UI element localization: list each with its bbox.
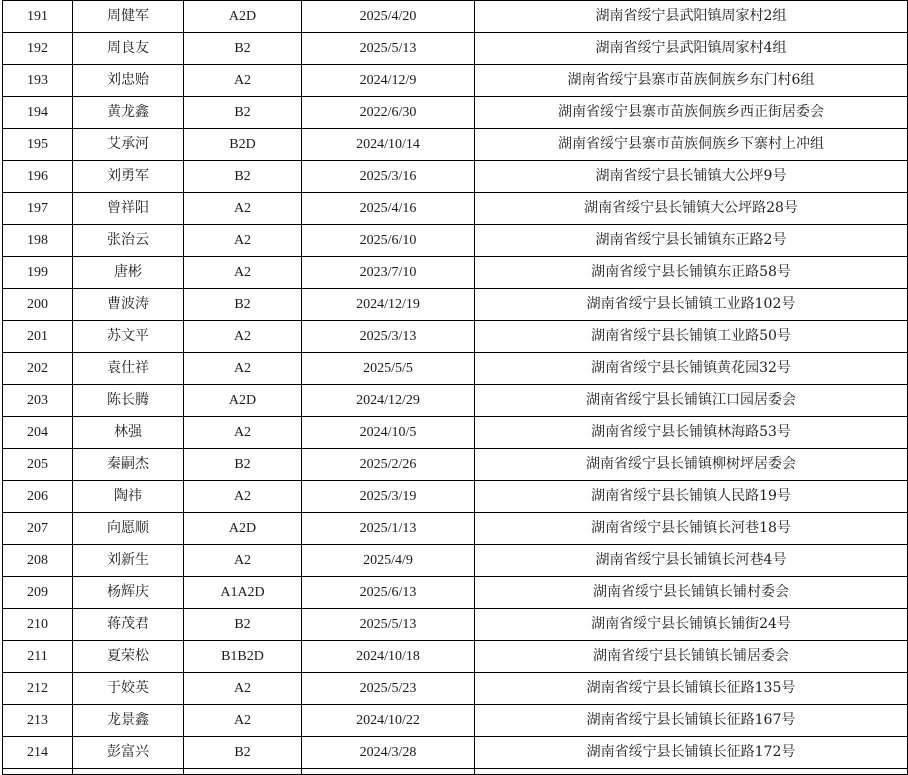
license-class-cell: A2 bbox=[184, 193, 302, 225]
name-cell: 龙景鑫 bbox=[73, 705, 184, 737]
date-cell: 2024/12/19 bbox=[302, 289, 475, 321]
license-class-cell: A2D bbox=[184, 513, 302, 545]
license-class-cell: A2 bbox=[184, 481, 302, 513]
table-row bbox=[3, 481, 908, 513]
name-cell: 袁仕祥 bbox=[73, 353, 184, 385]
row-number-cell: 206 bbox=[3, 481, 73, 513]
name-cell: 林强 bbox=[73, 417, 184, 449]
date-cell: 2025/5/23 bbox=[302, 673, 475, 705]
date-cell: 2025/3/13 bbox=[302, 321, 475, 353]
row-number-cell: 191 bbox=[3, 1, 73, 33]
address-cell: 湖南省绥宁县长铺镇长征路135号 bbox=[475, 673, 908, 705]
date-cell: 2024/10/22 bbox=[302, 705, 475, 737]
date-cell: 2025/4/20 bbox=[302, 1, 475, 33]
row-number-cell: 197 bbox=[3, 193, 73, 225]
date-cell: 2024/10/18 bbox=[302, 641, 475, 673]
date-cell: 2024/3/28 bbox=[302, 737, 475, 769]
name-cell: 陶祎 bbox=[73, 481, 184, 513]
license-class-cell: A2 bbox=[184, 417, 302, 449]
table-row bbox=[3, 385, 908, 417]
row-number-cell: 203 bbox=[3, 385, 73, 417]
table-row bbox=[3, 129, 908, 161]
address-cell: 湖南省绥宁县武阳镇周家村4组 bbox=[475, 33, 908, 65]
address-cell: 湖南省绥宁县长铺镇工业路50号 bbox=[475, 321, 908, 353]
table-row bbox=[3, 225, 908, 257]
name-cell: 刘忠贻 bbox=[73, 65, 184, 97]
row-number-cell: 214 bbox=[3, 737, 73, 769]
table-row bbox=[3, 321, 908, 353]
address-cell: 湖南省绥宁县长铺镇长铺村委会 bbox=[475, 577, 908, 609]
row-number-cell: 209 bbox=[3, 577, 73, 609]
row-number-cell: 210 bbox=[3, 609, 73, 641]
license-class-cell: A2 bbox=[184, 705, 302, 737]
date-cell: 2024/12/29 bbox=[302, 385, 475, 417]
address-cell: 湖南省绥宁县寨市苗族侗族乡西正街居委会 bbox=[475, 97, 908, 129]
date-cell: 2024/12/9 bbox=[302, 65, 475, 97]
date-cell: 2025/4/9 bbox=[302, 545, 475, 577]
row-number-cell: 208 bbox=[3, 545, 73, 577]
address-cell: 湖南省绥宁县长铺镇东正路2号 bbox=[475, 225, 908, 257]
address-cell: 湖南省绥宁县寨市苗族侗族乡下寨村上冲组 bbox=[475, 129, 908, 161]
license-class-cell: A2 bbox=[184, 257, 302, 289]
table-row bbox=[3, 513, 908, 545]
name-cell: 周良友 bbox=[73, 33, 184, 65]
address-cell: 湖南省绥宁县长铺镇工业路102号 bbox=[475, 289, 908, 321]
row-number-cell: 213 bbox=[3, 705, 73, 737]
name-cell: 艾承河 bbox=[73, 129, 184, 161]
license-class-cell: A2 bbox=[184, 545, 302, 577]
row-number-cell: 198 bbox=[3, 225, 73, 257]
name-cell: 曹波涛 bbox=[73, 289, 184, 321]
table-row bbox=[3, 97, 908, 129]
date-cell: 2025/5/13 bbox=[302, 609, 475, 641]
table-row bbox=[3, 449, 908, 481]
name-cell: 苏文平 bbox=[73, 321, 184, 353]
table-row bbox=[3, 353, 908, 385]
table-row bbox=[3, 545, 908, 577]
license-class-cell: B2 bbox=[184, 33, 302, 65]
date-cell: 2024/10/5 bbox=[302, 417, 475, 449]
address-cell: 湖南省绥宁县长铺镇林海路53号 bbox=[475, 417, 908, 449]
license-class-cell: A2 bbox=[184, 225, 302, 257]
license-class-cell: B2 bbox=[184, 161, 302, 193]
address-cell: 湖南省绥宁县长铺镇长河巷18号 bbox=[475, 513, 908, 545]
license-class-cell: B2 bbox=[184, 737, 302, 769]
table-row bbox=[3, 609, 908, 641]
address-cell: 湖南省绥宁县长铺镇人民路19号 bbox=[475, 481, 908, 513]
name-cell: 陈长腾 bbox=[73, 385, 184, 417]
license-class-cell: A1A2D bbox=[184, 577, 302, 609]
row-number-cell: 196 bbox=[3, 161, 73, 193]
license-class-cell: B2 bbox=[184, 449, 302, 481]
address-cell: 湖南省绥宁县长铺镇长铺街24号 bbox=[475, 609, 908, 641]
license-class-cell: A2 bbox=[184, 673, 302, 705]
name-cell: 周健军 bbox=[73, 1, 184, 33]
license-class-cell: B2 bbox=[184, 609, 302, 641]
table-row bbox=[3, 1, 908, 33]
address-cell: 湖南省绥宁县长铺镇黄花园32号 bbox=[475, 353, 908, 385]
table-row bbox=[3, 705, 908, 737]
row-number-cell: 204 bbox=[3, 417, 73, 449]
table-row bbox=[3, 65, 908, 97]
address-cell: 湖南省绥宁县寨市苗族侗族乡东门村6组 bbox=[475, 65, 908, 97]
address-cell: 湖南省绥宁县长铺镇长征路172号 bbox=[475, 737, 908, 769]
row-number-cell: 211 bbox=[3, 641, 73, 673]
name-cell: 夏荣松 bbox=[73, 641, 184, 673]
name-cell: 曾祥阳 bbox=[73, 193, 184, 225]
table-row bbox=[3, 161, 908, 193]
table-row bbox=[3, 673, 908, 705]
row-number-cell: 199 bbox=[3, 257, 73, 289]
license-class-cell: B2 bbox=[184, 289, 302, 321]
table-row bbox=[3, 737, 908, 769]
date-cell: 2025/5/5 bbox=[302, 353, 475, 385]
row-number-cell: 202 bbox=[3, 353, 73, 385]
records-body bbox=[3, 1, 908, 775]
license-class-cell: A2 bbox=[184, 353, 302, 385]
row-number-cell: 205 bbox=[3, 449, 73, 481]
name-cell: 刘新生 bbox=[73, 545, 184, 577]
row-number-cell: 194 bbox=[3, 97, 73, 129]
date-cell: 2025/3/16 bbox=[302, 161, 475, 193]
table-row bbox=[3, 641, 908, 673]
name-cell: 张治云 bbox=[73, 225, 184, 257]
license-class-cell: A2D bbox=[184, 1, 302, 33]
address-cell: 湖南省绥宁县长铺镇长征路167号 bbox=[475, 705, 908, 737]
date-cell: 2023/7/10 bbox=[302, 257, 475, 289]
address-cell: 湖南省绥宁县武阳镇周家村2组 bbox=[475, 1, 908, 33]
name-cell: 向愿顺 bbox=[73, 513, 184, 545]
date-cell: 2022/6/30 bbox=[302, 97, 475, 129]
name-cell: 彭富兴 bbox=[73, 737, 184, 769]
address-cell: 湖南省绥宁县长铺镇长铺居委会 bbox=[475, 641, 908, 673]
date-cell: 2025/2/26 bbox=[302, 449, 475, 481]
license-class-cell: A2 bbox=[184, 65, 302, 97]
date-cell: 2025/4/16 bbox=[302, 193, 475, 225]
license-class-cell: B2D bbox=[184, 129, 302, 161]
license-class-cell: A2 bbox=[184, 321, 302, 353]
table-row bbox=[3, 257, 908, 289]
table-row bbox=[3, 289, 908, 321]
table-row bbox=[3, 417, 908, 449]
table-row bbox=[3, 193, 908, 225]
address-cell: 湖南省绥宁县长铺镇大公坪9号 bbox=[475, 161, 908, 193]
date-cell: 2024/10/14 bbox=[302, 129, 475, 161]
name-cell: 刘勇军 bbox=[73, 161, 184, 193]
date-cell: 2025/6/13 bbox=[302, 577, 475, 609]
name-cell: 于姣英 bbox=[73, 673, 184, 705]
row-number-cell: 195 bbox=[3, 129, 73, 161]
date-cell: 2025/6/10 bbox=[302, 225, 475, 257]
row-number-cell: 200 bbox=[3, 289, 73, 321]
row-number-cell: 192 bbox=[3, 33, 73, 65]
name-cell: 黄龙鑫 bbox=[73, 97, 184, 129]
name-cell: 唐彬 bbox=[73, 257, 184, 289]
date-cell: 2025/5/13 bbox=[302, 33, 475, 65]
address-cell: 湖南省绥宁县长铺镇江口园居委会 bbox=[475, 385, 908, 417]
name-cell: 秦嗣杰 bbox=[73, 449, 184, 481]
address-cell: 湖南省绥宁县长铺镇柳树坪居委会 bbox=[475, 449, 908, 481]
table-row bbox=[3, 33, 908, 65]
name-cell: 蒋茂君 bbox=[73, 609, 184, 641]
license-class-cell: B1B2D bbox=[184, 641, 302, 673]
date-cell: 2025/3/19 bbox=[302, 481, 475, 513]
row-number-cell: 201 bbox=[3, 321, 73, 353]
license-class-cell: A2D bbox=[184, 385, 302, 417]
records-table bbox=[2, 0, 908, 775]
name-cell: 杨辉庆 bbox=[73, 577, 184, 609]
date-cell: 2025/1/13 bbox=[302, 513, 475, 545]
address-cell: 湖南省绥宁县长铺镇东正路58号 bbox=[475, 257, 908, 289]
row-number-cell: 207 bbox=[3, 513, 73, 545]
address-cell: 湖南省绥宁县长铺镇大公坪路28号 bbox=[475, 193, 908, 225]
table-row bbox=[3, 577, 908, 609]
row-number-cell: 193 bbox=[3, 65, 73, 97]
address-cell: 湖南省绥宁县长铺镇长河巷4号 bbox=[475, 545, 908, 577]
license-class-cell: B2 bbox=[184, 97, 302, 129]
row-number-cell: 212 bbox=[3, 673, 73, 705]
